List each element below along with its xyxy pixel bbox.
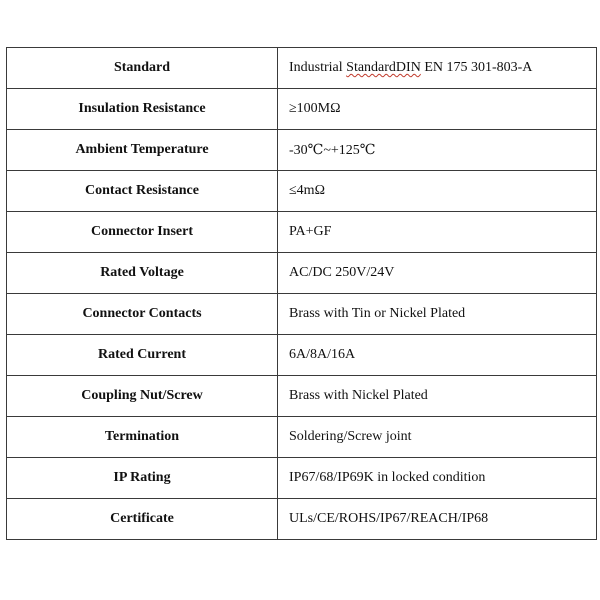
row-label-contact-resistance: Contact Resistance xyxy=(7,171,278,212)
row-label-connector-contacts: Connector Contacts xyxy=(7,294,278,335)
row-label-termination: Termination xyxy=(7,417,278,458)
row-label-connector-insert: Connector Insert xyxy=(7,212,278,253)
row-value-insulation-resistance: ≥100MΩ xyxy=(278,89,597,130)
row-label-ip-rating: IP Rating xyxy=(7,458,278,499)
row-label-coupling-nut-screw: Coupling Nut/Screw xyxy=(7,376,278,417)
row-value-coupling-nut-screw: Brass with Nickel Plated xyxy=(278,376,597,417)
row-label-standard: Standard xyxy=(7,48,278,89)
row-value-ambient-temperature: -30℃~+125℃ xyxy=(278,130,597,171)
table-row xyxy=(7,294,597,335)
table-row xyxy=(7,417,597,458)
row-label-insulation-resistance: Insulation Resistance xyxy=(7,89,278,130)
row-label-rated-current: Rated Current xyxy=(7,335,278,376)
row-value-termination: Soldering/Screw joint xyxy=(278,417,597,458)
row-value-ip-rating: IP67/68/IP69K in locked condition xyxy=(278,458,597,499)
row-label-rated-voltage: Rated Voltage xyxy=(7,253,278,294)
row-value-connector-insert: PA+GF xyxy=(278,212,597,253)
row-label-ambient-temperature: Ambient Temperature xyxy=(7,130,278,171)
table-row xyxy=(7,171,597,212)
row-value-standard xyxy=(278,48,597,89)
value-prefix: Industrial xyxy=(289,60,347,75)
table-row xyxy=(7,376,597,417)
spec-table xyxy=(6,47,597,540)
row-label-certificate: Certificate xyxy=(7,499,278,540)
row-value-rated-voltage: AC/DC 250V/24V xyxy=(278,253,597,294)
table-row xyxy=(7,89,597,130)
table-row xyxy=(7,253,597,294)
table-row xyxy=(7,48,597,89)
table-row xyxy=(7,458,597,499)
row-value-certificate: ULs/CE/ROHS/IP67/REACH/IP68 xyxy=(278,499,597,540)
table-row xyxy=(7,130,597,171)
spellcheck-flagged-text: StandardDIN xyxy=(346,60,421,75)
row-value-contact-resistance: ≤4mΩ xyxy=(278,171,597,212)
table-row xyxy=(7,212,597,253)
table-row xyxy=(7,499,597,540)
table-row xyxy=(7,335,597,376)
value-suffix: EN 175 301-803-A xyxy=(420,60,533,75)
row-value-rated-current: 6A/8A/16A xyxy=(278,335,597,376)
row-value-connector-contacts: Brass with Tin or Nickel Plated xyxy=(278,294,597,335)
